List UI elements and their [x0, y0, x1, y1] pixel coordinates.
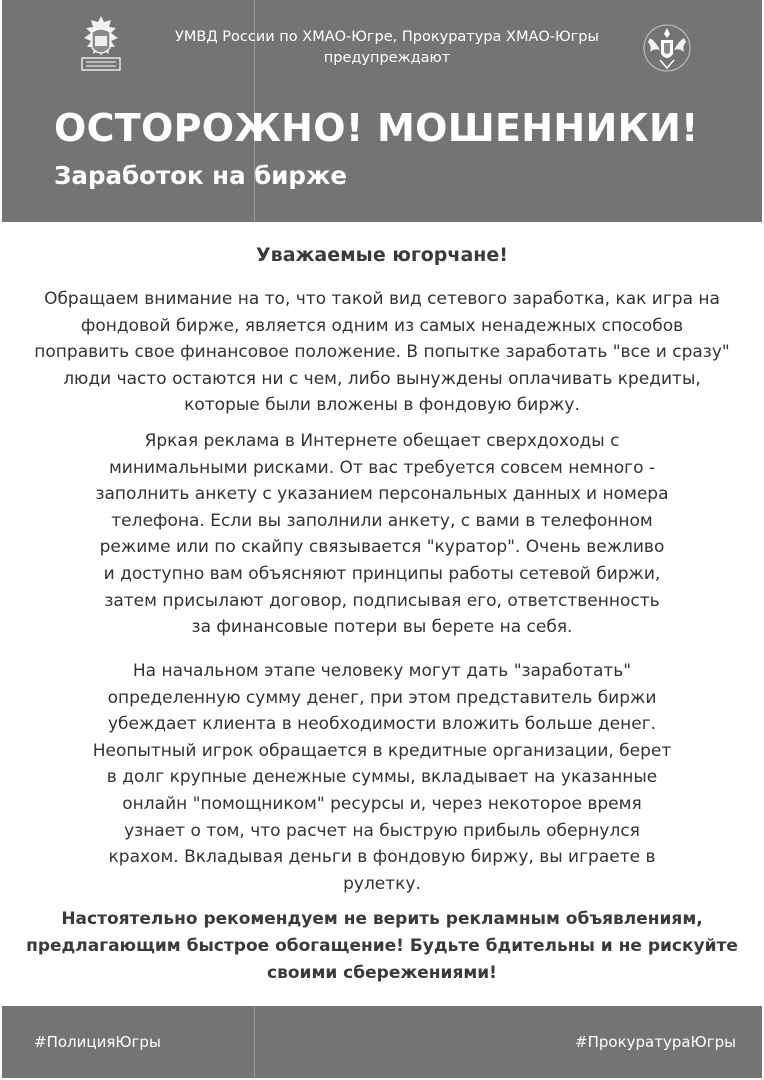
- paragraph-line: Обращаем внимание на то, что такой вид сетевого заработка, как игра на: [44, 289, 720, 309]
- paragraph-line: фондовой бирже, является одним из самых ненадежных способов: [80, 315, 684, 336]
- paragraph-line: убеждает клиента в необходимости вложить больше денег.: [107, 714, 657, 735]
- greeting-heading: Уважаемые югорчане!: [256, 244, 508, 266]
- warning-line: предлагающим быстрое обогащение! Будьте бдительны и не рискуйте: [26, 936, 738, 956]
- paragraph-line: поправить свое финансовое положение. В попытке заработать "все и сразу": [34, 342, 730, 363]
- paragraph-advertising: [0, 428, 764, 641]
- footer-band: [2, 1006, 762, 1078]
- paragraph-line: узнает о том, что расчет на быструю прибыль обернулся: [124, 820, 640, 841]
- paragraph-line: минимальными рисками. От вас требуется совсем немного -: [108, 457, 656, 478]
- paragraph-line: в долг крупные денежные суммы, вкладывает на указанные: [106, 767, 658, 788]
- page-subtitle: Заработок на бирже: [54, 161, 347, 190]
- paragraph-line: крахом. Вкладывая деньги в фондовую биржу, вы играете в: [108, 847, 656, 868]
- paragraph-line: Неопытный игрок обращается в кредитные организации, берет: [92, 740, 672, 761]
- warning-line: своими сбережениями!: [267, 963, 497, 983]
- paragraph-line: определенную сумму денег, при этом представитель биржи: [107, 687, 657, 708]
- paragraph-line: онлайн "помощником" ресурсы и, через некоторое время: [122, 793, 642, 814]
- police-emblem-icon: [78, 14, 124, 74]
- paragraph-scheme: [0, 658, 764, 897]
- hashtag-prosecutor: #ПрокуратураЮгры: [575, 1033, 736, 1051]
- paragraph-intro: [0, 286, 764, 419]
- header-band: [2, 0, 762, 222]
- warning-callout: [0, 906, 764, 987]
- paragraph-line: и доступно вам объясняют принципы работы сетевой биржи,: [103, 563, 661, 584]
- page-title: ОСТОРОЖНО! МОШЕННИКИ!: [54, 106, 699, 150]
- paragraph-line: На начальном этапе человеку могут дать "заработать": [132, 661, 632, 681]
- paragraph-line: затем присылают договор, подписывая его, ответственность: [104, 590, 660, 611]
- paragraph-line: за финансовые потери вы берете на себя.: [191, 617, 573, 638]
- paragraph-line: заполнить анкету с указанием персональных данных и номера: [95, 484, 669, 505]
- paragraph-line: рулетку.: [343, 873, 421, 894]
- paragraph-line: режиме или по скайпу связывается "куратор". Очень вежливо: [99, 537, 665, 558]
- footer-divider-line: [254, 1006, 255, 1078]
- paragraph-line: Яркая реклама в Интернете обещает сверхдоходы с: [144, 431, 620, 451]
- paragraph-line: телефона. Если вы заполнили анкету, с вами в телефонном: [111, 510, 653, 531]
- hashtag-police: #ПолицияЮгры: [34, 1033, 161, 1051]
- org-line-warn: предупреждают: [323, 50, 451, 66]
- paragraph-line: люди часто остаются ни с чем, либо вынуждены оплачивать кредиты,: [63, 368, 701, 389]
- prosecutor-emblem-icon: [642, 22, 692, 74]
- warning-line: Настоятельно рекомендуем не верить рекламным объявлениям,: [61, 909, 703, 929]
- org-line: УМВД России по ХМАО-Югре, Прокуратура ХМАО-Югры: [175, 29, 599, 45]
- paragraph-line: которые были вложены в фондовую биржу.: [184, 395, 580, 416]
